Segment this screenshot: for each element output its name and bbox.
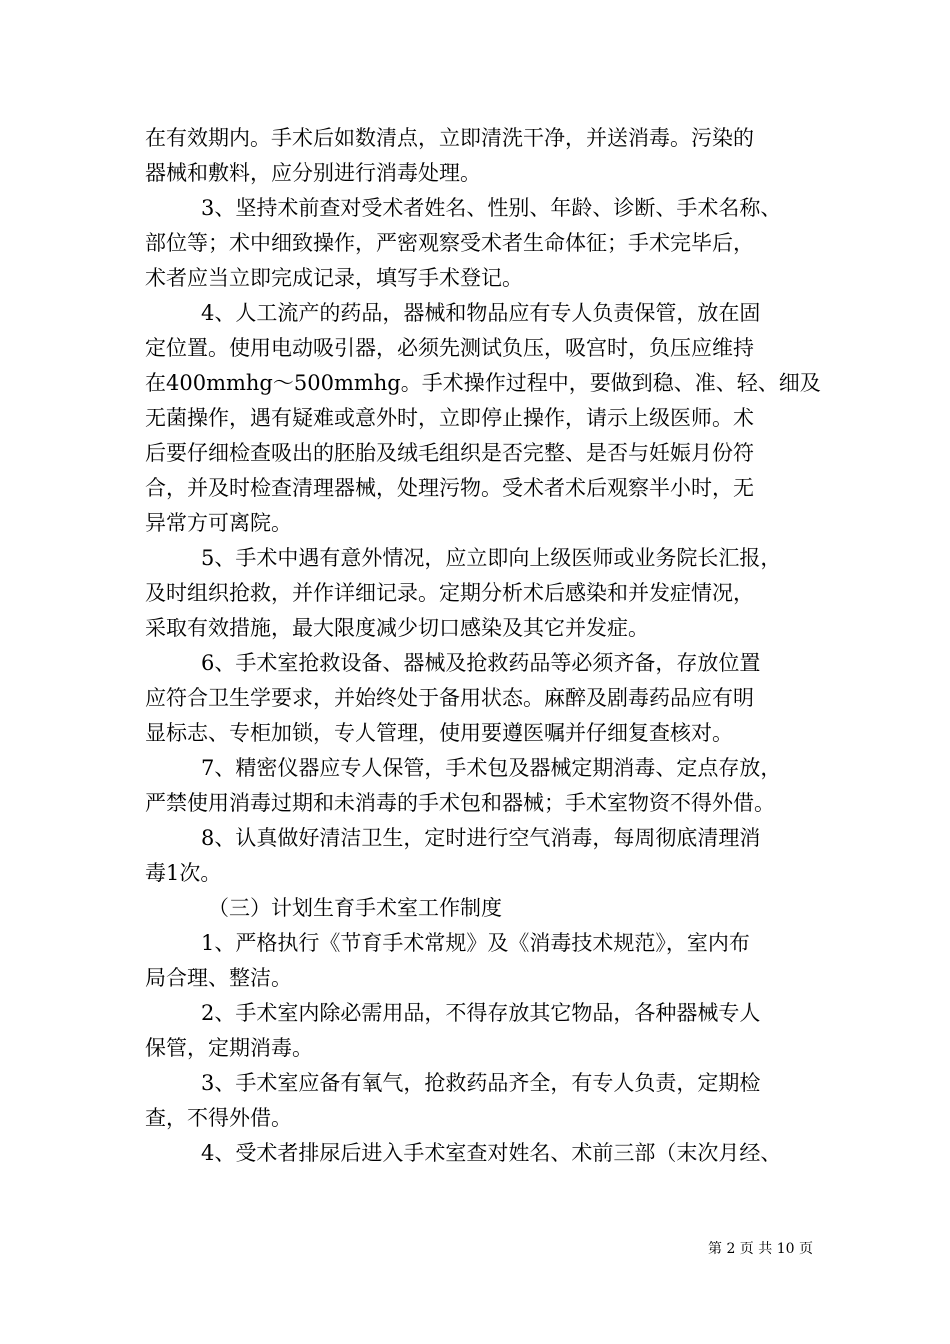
text-line: 后要仔细检查吸出的胚胎及绒毛组织是否完整、是否与妊娠月份符 <box>145 441 754 465</box>
text-line: 毒1次。 <box>145 861 222 885</box>
text-line: 局合理、整洁。 <box>145 966 292 990</box>
page-footer: 第 2 页 共 10 页 <box>708 1241 813 1257</box>
text-line: 显标志、专柜加锁，专人管理，使用要遵医嘱并仔细复查核对。 <box>145 721 733 745</box>
text-line: 查，不得外借。 <box>145 1106 292 1130</box>
text-line: 保管，定期消毒。 <box>145 1036 313 1060</box>
text-line: 1、严格执行《节育手术常规》及《消毒技术规范》，室内布 <box>201 931 750 955</box>
text-line: 采取有效措施，最大限度减少切口感染及其它并发症。 <box>145 616 649 640</box>
text-line: 在有效期内。手术后如数清点，立即清洗干净，并送消毒。污染的 <box>145 126 754 150</box>
text-line: 在400mmhg～500mmhg。手术操作过程中，要做到稳、准、轻、细及 <box>145 371 821 395</box>
text-line: 2、手术室内除必需用品，不得存放其它物品，各种器械专人 <box>201 1001 761 1025</box>
text-line: 6、手术室抢救设备、器械及抢救药品等必须齐备，存放位置 <box>201 651 761 675</box>
text-line: 3、手术室应备有氧气，抢救药品齐全，有专人负责，定期检 <box>201 1071 761 1095</box>
document-body <box>145 121 825 1171</box>
text-line: 应符合卫生学要求，并始终处于备用状态。麻醉及剧毒药品应有明 <box>145 686 754 710</box>
text-line: 4、受术者排尿后进入手术室查对姓名、术前三部（末次月经、 <box>201 1141 782 1165</box>
text-line: 4、人工流产的药品，器械和物品应有专人负责保管，放在固 <box>201 301 761 325</box>
section-heading: （三）计划生育手术室工作制度 <box>208 896 502 920</box>
text-line: 定位置。使用电动吸引器，必须先测试负压，吸宫时，负压应维持 <box>145 336 754 360</box>
text-line: 部位等；术中细致操作，严密观察受术者生命体征；手术完毕后， <box>145 231 754 255</box>
text-line: 异常方可离院。 <box>145 511 292 535</box>
text-line: 严禁使用消毒过期和未消毒的手术包和器械；手术室物资不得外借。 <box>145 791 775 815</box>
text-line: 7、精密仪器应专人保管，手术包及器械定期消毒、定点存放， <box>201 756 782 780</box>
text-line: 3、坚持术前查对受术者姓名、性别、年龄、诊断、手术名称、 <box>201 196 782 220</box>
text-line: 5、手术中遇有意外情况，应立即向上级医师或业务院长汇报， <box>201 546 782 570</box>
text-line: 及时组织抢救，并作详细记录。定期分析术后感染和并发症情况， <box>145 581 754 605</box>
text-line: 器械和敷料，应分别进行消毒处理。 <box>145 161 481 185</box>
text-line: 8、认真做好清洁卫生，定时进行空气消毒，每周彻底清理消 <box>201 826 761 850</box>
text-line: 术者应当立即完成记录，填写手术登记。 <box>145 266 523 290</box>
text-line: 无菌操作，遇有疑难或意外时，立即停止操作，请示上级医师。术 <box>145 406 754 430</box>
text-line: 合，并及时检查清理器械，处理污物。受术者术后观察半小时，无 <box>145 476 754 500</box>
